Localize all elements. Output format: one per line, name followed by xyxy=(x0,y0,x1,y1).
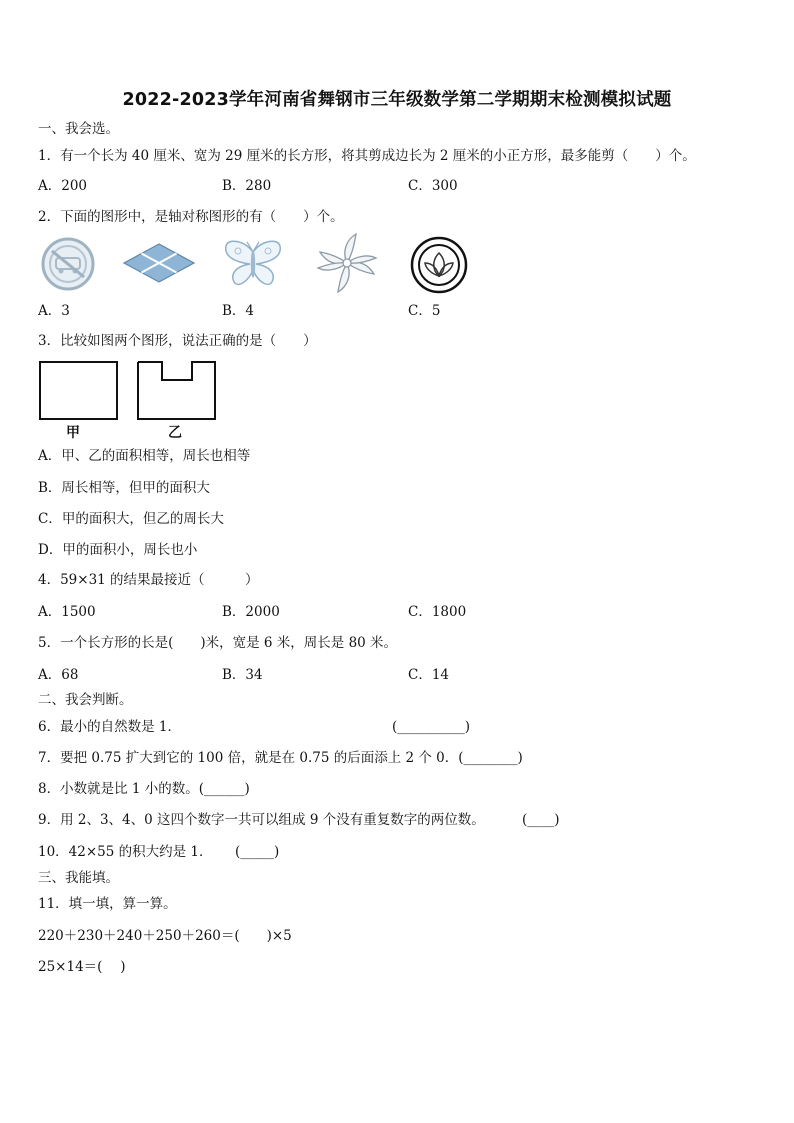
q1-option-b: B．280 xyxy=(222,178,272,194)
question-9: 9．用 2、3、4、0 这四个数字一共可以组成 9 个没有重复数字的两位数。 xyxy=(38,812,485,828)
question-11: 11．填一填，算一算。 xyxy=(38,896,177,912)
page-title: 2022-2023学年河南省舞钢市三年级数学第二学期期末检测模拟试题 xyxy=(122,90,672,110)
q5-option-a: A．68 xyxy=(38,667,79,683)
q4-option-b: B．2000 xyxy=(222,604,280,620)
shape-yi-label: 乙 xyxy=(168,425,182,441)
q5-option-b: B．34 xyxy=(222,667,263,683)
q3-option-b: B．周长相等，但甲的面积大 xyxy=(38,480,210,496)
q3-option-d: D．甲的面积小，周长也小 xyxy=(38,542,198,558)
q11-expression-1: 220＋230＋240＋250＋260＝( )×5 xyxy=(38,928,292,944)
q9-answer-blank[interactable]: (____) xyxy=(522,812,560,828)
shape-jia-label: 甲 xyxy=(66,425,80,441)
q1-option-c: C．300 xyxy=(408,178,458,194)
q4-option-a: A．1500 xyxy=(38,604,96,620)
q11-expression-2: 25×14＝( ) xyxy=(38,959,126,975)
question-4: 4．59×31 的结果最接近（ ） xyxy=(38,572,259,588)
butterfly-icon xyxy=(222,238,284,290)
section-heading-fill: 三、我能填。 xyxy=(38,870,119,886)
section-heading-choice: 一、我会选。 xyxy=(38,121,119,137)
q10-answer-blank[interactable]: (_____) xyxy=(235,844,280,860)
question-2: 2．下面的图形中，是轴对称图形的有（ ）个。 xyxy=(38,209,344,225)
q3-option-a: A．甲、乙的面积相等，周长也相等 xyxy=(38,448,251,464)
q1-option-a: A．200 xyxy=(38,178,88,194)
q2-option-a: A．3 xyxy=(38,303,70,319)
q6-answer-blank[interactable]: (__________) xyxy=(392,719,471,735)
q2-option-c: C．5 xyxy=(408,303,441,319)
question-6: 6．最小的自然数是 1． xyxy=(38,719,181,735)
question-8: 8．小数就是比 1 小的数。(______) xyxy=(38,781,250,797)
section-heading-judge: 二、我会判断。 xyxy=(38,692,133,708)
no-parking-sign-icon xyxy=(40,236,96,292)
q3-option-c: C．甲的面积大，但乙的周长大 xyxy=(38,511,224,527)
question-1: 1．有一个长为 40 厘米、宽为 29 厘米的长方形，将其剪成边长为 2 厘米的小正方形，最多能剪（ ）个。 xyxy=(38,148,696,164)
pinwheel-flower-icon xyxy=(316,232,378,294)
q4-option-c: C．1800 xyxy=(408,604,467,620)
question-10: 10．42×55 的积大约是 1． xyxy=(38,844,213,860)
question-3: 3．比较如图两个图形，说法正确的是（ ） xyxy=(38,333,317,349)
shape-yi-notched xyxy=(136,360,218,422)
leaf-circle-emblem-icon xyxy=(410,236,468,294)
question-7: 7．要把 0.75 扩大到它的 100 倍，就是在 0.75 的后面添上 2 个 0．(________) xyxy=(38,750,523,766)
shape-jia-rectangle xyxy=(38,360,120,422)
q5-option-c: C．14 xyxy=(408,667,450,683)
question-5: 5．一个长方形的长是( )米，宽是 6 米，周长是 80 米。 xyxy=(38,635,398,651)
diamond-tiles-icon xyxy=(122,242,196,284)
q2-option-b: B．4 xyxy=(222,303,255,319)
